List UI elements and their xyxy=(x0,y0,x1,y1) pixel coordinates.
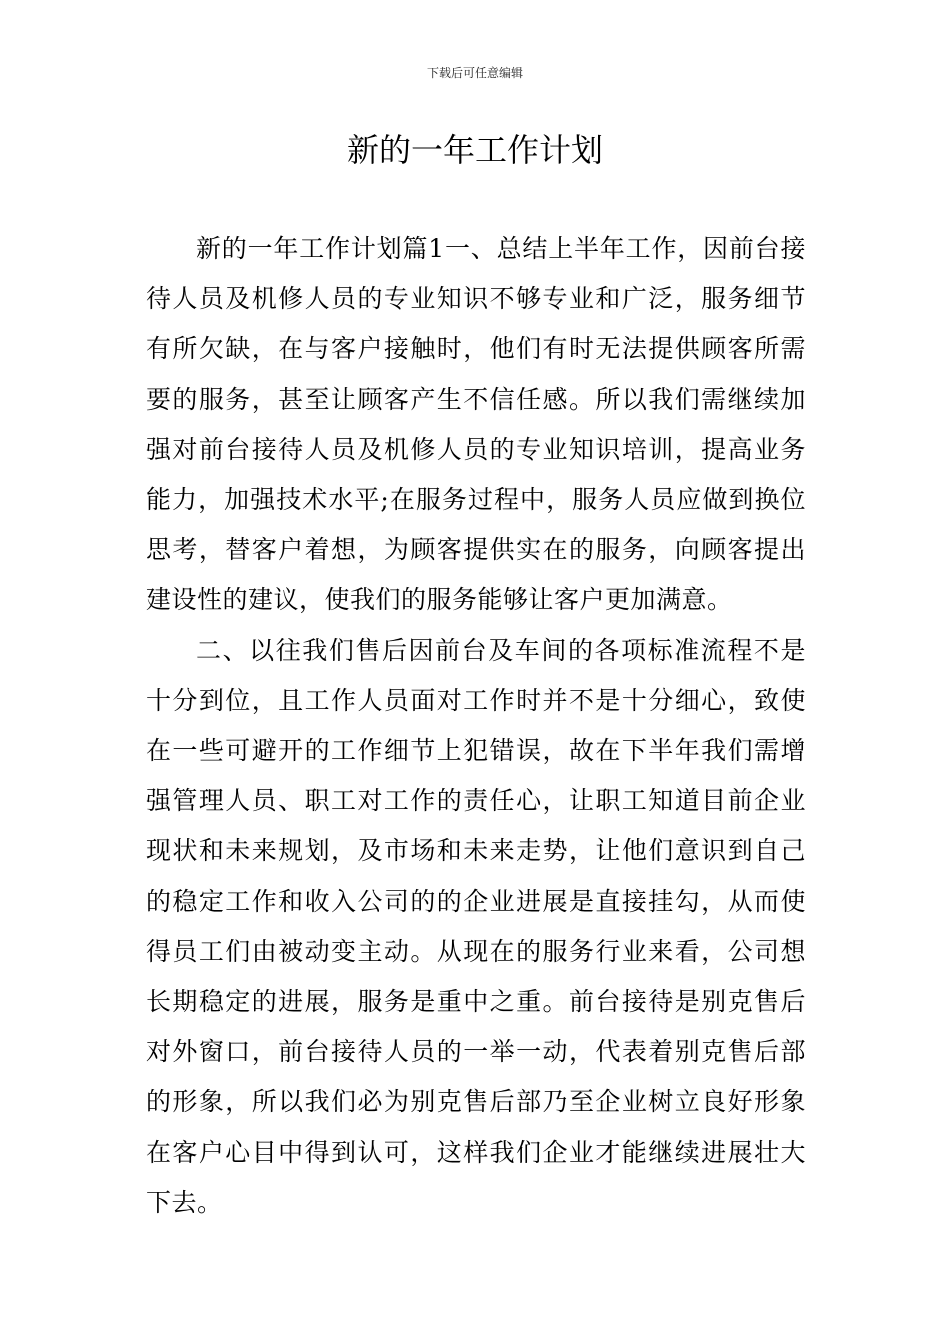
document-title: 新的一年工作计划 xyxy=(346,131,603,169)
document-body xyxy=(146,224,806,1228)
paragraph-1: 新的一年工作计划篇1一、总结上半年工作，因前台接待人员及机修人员的专业知识不够专业和广泛，服务细节有所欠缺，在与客户接触时，他们有时无法提供顾客所需要的服务，甚至让顾客产生不信任感。所以我们需继续加强对前台接待人员及机修人员的专业知识培训，提高业务能力，加强技术水平;在服务过程中，服务人员应做到换位思考，替客户着想，为顾客提供实在的服务，向顾客提出建设性的建议，使我们的服务能够让客户更加满意。 xyxy=(146,234,806,615)
paragraph-2: 二、以往我们售后因前台及车间的各项标准流程不是十分到位，且工作人员面对工作时并不是十分细心，致使在一些可避开的工作细节上犯错误，故在下半年我们需增强管理人员、职工对工作的责任心，让职工知道目前企业现状和未来规划，及市场和未来走势，让他们意识到自己的稳定工作和收入公司的的企业进展是直接挂勾，从而使得员工们由被动变主动。从现在的服务行业来看，公司想长期稳定的进展，服务是重中之重。前台接待是别克售后对外窗口，前台接待人员的一举一动，代表着别克售后部的形象，所以我们必为别克售后部乃至企业树立良好形象在客户心目中得到认可，这样我们企业才能继续进展壮大下去。 xyxy=(146,635,806,1217)
header-note: 下载后可任意编辑 xyxy=(426,66,523,80)
